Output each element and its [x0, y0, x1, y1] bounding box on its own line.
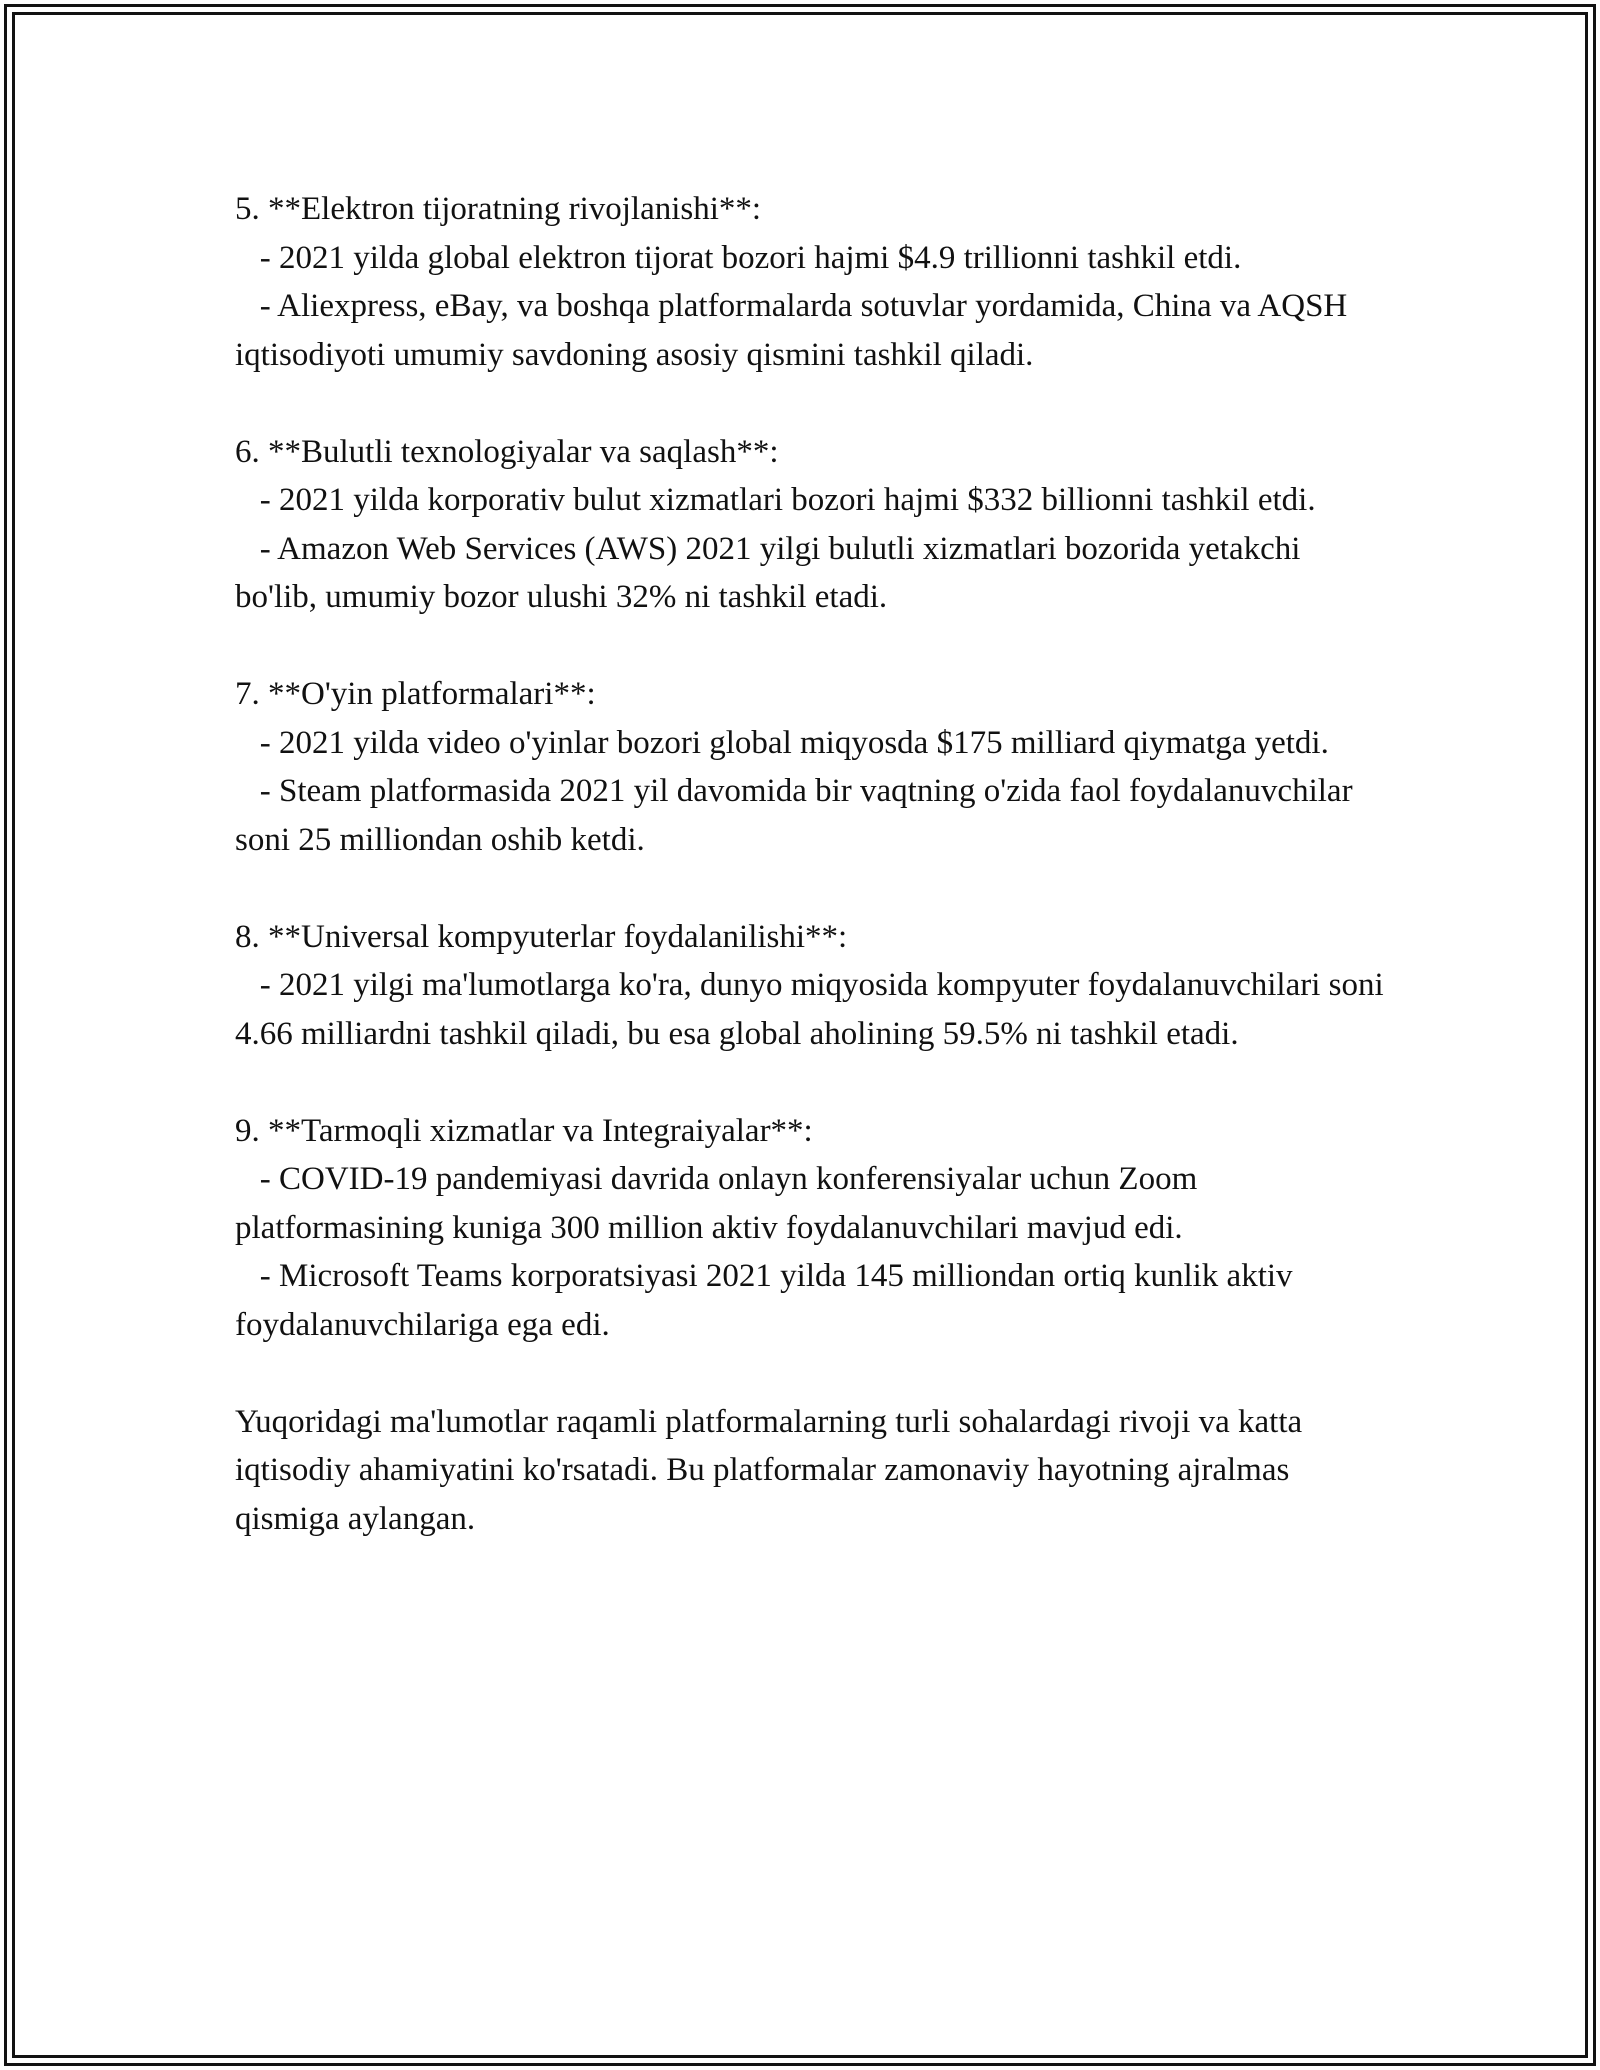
section-computers: [235, 913, 1392, 1059]
section-heading: 6. **Bulutli texnologiyalar va saqlash**:: [235, 433, 779, 470]
bullet-item: - Aliexpress, eBay, va boshqa platformalarda sotuvlar yordamida, China va AQSH iqtisodiyoti umumiy savdoning asosiy qismini tashkil qiladi.: [235, 288, 1356, 373]
bullet-item: - 2021 yilda korporativ bulut xizmatlari bozori hajmi $332 billionni tashkil etdi.: [235, 482, 1316, 518]
section-heading: 9. **Tarmoqli xizmatlar va Integraiyalar**:: [235, 1112, 813, 1149]
section-e-commerce: [235, 185, 1385, 379]
bullet-item: - COVID-19 pandemiyasi davrida onlayn konferensiyalar uchun Zoom platformasining kuniga 300 million aktiv foydalanuvchilari mavjud edi.: [235, 1161, 1206, 1246]
bullet-item: - 2021 yilgi ma'lumotlarga ko'ra, dunyo miqyosida kompyuter foydalanuvchilari soni 4.66 milliardni tashkil qiladi, bu esa global aholining 59.5% ni tashkil etadi.: [235, 967, 1392, 1052]
bullet-item: - Microsoft Teams korporatsiyasi 2021 yilda 145 milliondan ortiq kunlik aktiv foydalanuvchilariga ega edi.: [235, 1258, 1301, 1343]
section-gaming: [235, 670, 1385, 864]
section-heading: 5. **Elektron tijoratning rivojlanishi**:: [235, 191, 762, 227]
document-body: [235, 185, 1392, 1543]
section-cloud: [235, 428, 1385, 622]
bullet-item: - Steam platformasida 2021 yil davomida bir vaqtning o'zida faol foydalanuvchilar soni 25 milliondan oshib ketdi.: [235, 773, 1361, 858]
section-heading: 7. **O'yin platformalari**:: [235, 676, 596, 712]
section-heading: 8. **Universal kompyuterlar foydalanilishi**:: [235, 918, 848, 955]
conclusion-paragraph: Yuqoridagi ma'lumotlar raqamli platformalarning turli sohalardagi rivoji va katta iqtisodiy ahamiyatini ko'rsatadi. Bu platformalar zamonaviy hayotning ajralmas qismiga aylangan.: [235, 1403, 1311, 1537]
bullet-item: - 2021 yilda global elektron tijorat bozori hajmi $4.9 trillionni tashkil etdi.: [235, 239, 1242, 276]
section-network-services: [235, 1107, 1385, 1350]
bullet-item: - Amazon Web Services (AWS) 2021 yilgi bulutli xizmatlari bozorida yetakchi bo'lib, umumiy bozor ulushi 32% ni tashkil etadi.: [235, 530, 1309, 615]
bullet-item: - 2021 yilda video o'yinlar bozori global miqyosda $175 milliard qiymatga yetdi.: [235, 724, 1329, 761]
